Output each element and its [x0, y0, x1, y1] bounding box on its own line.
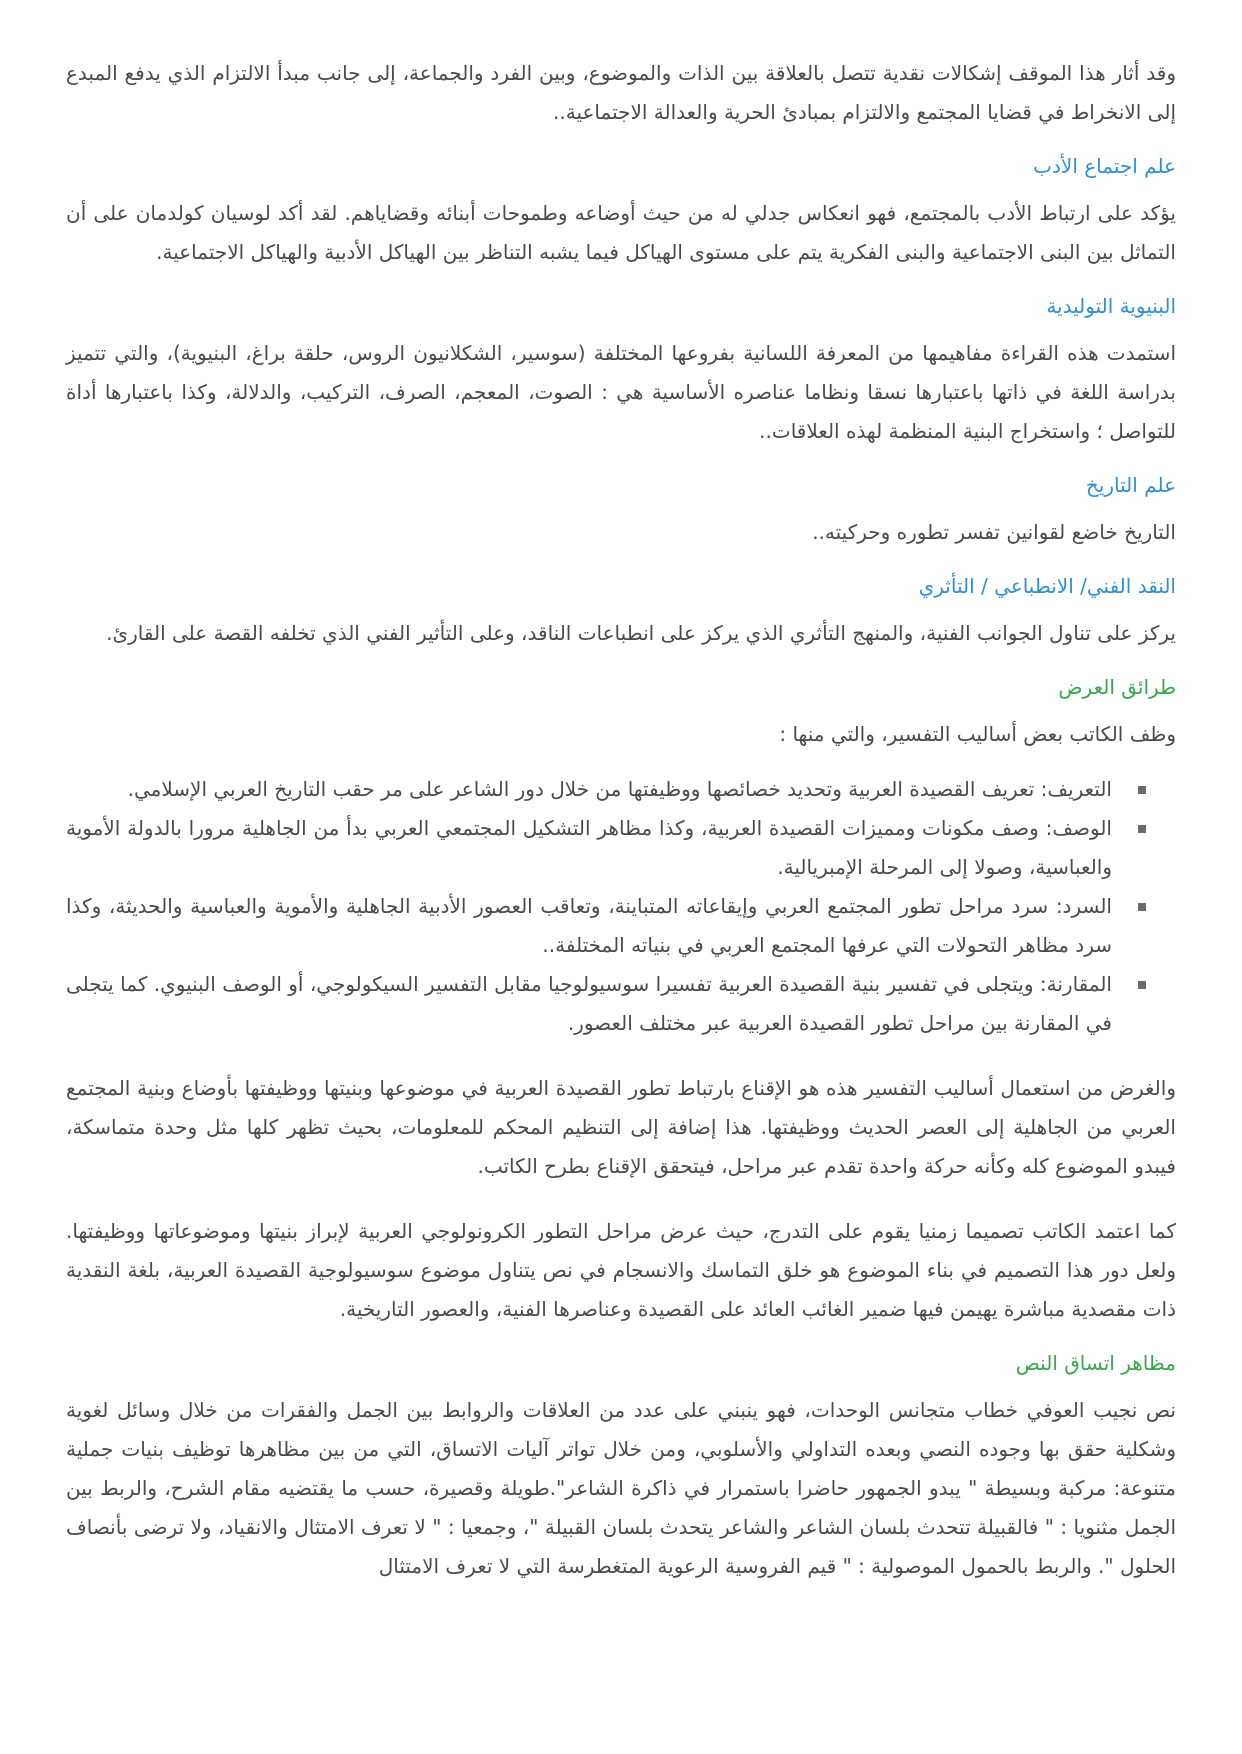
purpose-paragraph: والغرض من استعمال أساليب التفسير هذه هو الإقناع بارتباط تطور القصيدة العربية في موضوعها وبنيتها ووظيفتها بأوضاع وبنية المجتمع العربي من الجاهلية إلى العصر الحديث ووظيفتها. هذا إضافة إلى التنظيم المحكم للمعلومات، بحيث تظهر كلها مثل وحدة متماسكة، فيبدو الموضوع كله وكأنه حركة واحدة تقدم عبر مراحل، فيتحقق الإقناع بطرح الكاتب.	[66, 1076, 1176, 1178]
presentation-intro-paragraph: وظف الكاتب بعض أساليب التفسير، والتي منها :	[779, 722, 1176, 746]
square-bullet-icon	[1138, 981, 1146, 989]
sociology-paragraph: يؤكد على ارتباط الأدب بالمجتمع، فهو انعكاس جدلي له من حيث أوضاعه وطموحات أبنائه وقضاياهم. لقد أكد لوسيان كولدمان على أن التماثل بين البنى الاجتماعية والبنى الفكرية يتم على مستوى الهياكل فيما يشبه التناظر بين الهياكل الأدبية والهياكل الاجتماعية.	[66, 201, 1176, 264]
methods-list	[66, 770, 1146, 1043]
article-body	[66, 54, 1176, 1602]
heading-history: علم التاريخ	[1085, 473, 1176, 497]
design-paragraph: كما اعتمد الكاتب تصميما زمنيا يقوم على التدرج، حيث عرض مراحل التطور الكرونولوجي العربية لإبراز بنيتها وموضوعاتها ووظيفتها. ولعل دور هذا التصميم في بناء الموضوع هو خلق التماسك والانسجام في نص يتناول موضوع سوسيولوجية القصيدة العربية، بلغة النقدية ذات مقصدية مباشرة يهيمن فيها ضمير الغائب العائد على القصيدة وعناصرها الفنية، والعصور التاريخية.	[66, 1219, 1176, 1321]
list-item	[66, 809, 1146, 887]
square-bullet-icon	[1138, 786, 1146, 794]
heading-presentation-methods: طرائق العرض	[1058, 675, 1176, 699]
list-item-text: الوصف: وصف مكونات ومميزات القصيدة العربية، وكذا مظاهر التشكيل المجتمعي العربي بدأ من الجاهلية مرورا بالدولة الأموية والعباسية، وصولا إلى المرحلة الإمبريالية.	[66, 816, 1112, 879]
list-item	[66, 770, 1146, 809]
square-bullet-icon	[1138, 903, 1146, 911]
square-bullet-icon	[1138, 825, 1146, 833]
coherence-paragraph: نص نجيب العوفي خطاب متجانس الوحدات، فهو ينبني على عدد من العلاقات والروابط بين الجمل والفقرات من خلال وسائل لغوية وشكلية حقق بها وجوده النصي وبعده التداولي والأسلوبي، ومن خلال تواتر آليات الاتساق، التي من بين مظاهرها توظيف بنيات جملية متنوعة: مركبة وبسيطة " يبدو الجمهور حاضرا باستمرار في ذاكرة الشاعر".طويلة وقصيرة، حسب ما يقتضيه مقام الشرح، والربط بين الجمل مثنويا : " فالقبيلة تتحدث بلسان الشاعر والشاعر يتحدث بلسان القبيلة "، وجمعيا : " لا تعرف الامتثال والانقياد، ولا ترضى بأنصاف الحلول ". والربط بالحمول الموصولية : " قيم الفروسية الرعوية المتغطرسة التي لا تعرف الامتثال	[66, 1398, 1176, 1578]
structuralism-paragraph: استمدت هذه القراءة مفاهيمها من المعرفة اللسانية بفروعها المختلفة (سوسير، الشكلانيون الروس، حلقة براغ، البنيوية)، والتي تتميز بدراسة اللغة في ذاتها باعتبارها نسقا ونظاما عناصره الأساسية هي : الصوت، المعجم، الصرف، التركيب، والدلالة، وكذا باعتبارها أداة للتواصل ؛ واستخراج البنية المنظمة لهذه العلاقات..	[66, 341, 1176, 443]
impressionist-paragraph: يركز على تناول الجوانب الفنية، والمنهج التأثري الذي يركز على انطباعات الناقد، وعلى التأثير الفني الذي تخلفه القصة على القارئ.	[106, 621, 1176, 645]
history-paragraph: التاريخ خاضع لقوانين تفسر تطوره وحركيته..	[812, 520, 1176, 544]
heading-sociology-of-literature: علم اجتماع الأدب	[1033, 154, 1176, 178]
heading-text-coherence: مظاهر اتساق النص	[1015, 1351, 1176, 1375]
list-item	[66, 887, 1146, 965]
list-item-text: التعريف: تعريف القصيدة العربية وتحديد خصائصها ووظيفتها من خلال دور الشاعر على مر حقب التاريخ العربي الإسلامي.	[127, 777, 1112, 801]
heading-impressionist-criticism: النقد الفني/ الانطباعي / التأثري	[918, 574, 1176, 598]
list-item-text: المقارنة: ويتجلى في تفسير بنية القصيدة العربية تفسيرا سوسيولوجيا مقابل التفسير السيكولوجي، أو الوصف البنيوي. كما يتجلى في المقارنة بين مراحل تطور القصيدة العربية عبر مختلف العصور.	[66, 972, 1112, 1035]
list-item-text: السرد: سرد مراحل تطور المجتمع العربي وإيقاعاته المتباينة، وتعاقب العصور الأدبية الجاهلية والأموية والعباسية والحديثة، وكذا سرد مظاهر التحولات التي عرفها المجتمع العربي في بنياته المختلفة..	[66, 894, 1112, 957]
list-item	[66, 965, 1146, 1043]
heading-genetic-structuralism: البنيوية التوليدية	[1046, 294, 1176, 318]
intro-paragraph: وقد أثار هذا الموقف إشكالات نقدية تتصل بالعلاقة بين الذات والموضوع، وبين الفرد والجماعة، إلى جانب مبدأ الالتزام الذي يدفع المبدع إلى الانخراط في قضايا المجتمع والالتزام بمبادئ الحرية والعدالة الاجتماعية..	[66, 61, 1176, 124]
